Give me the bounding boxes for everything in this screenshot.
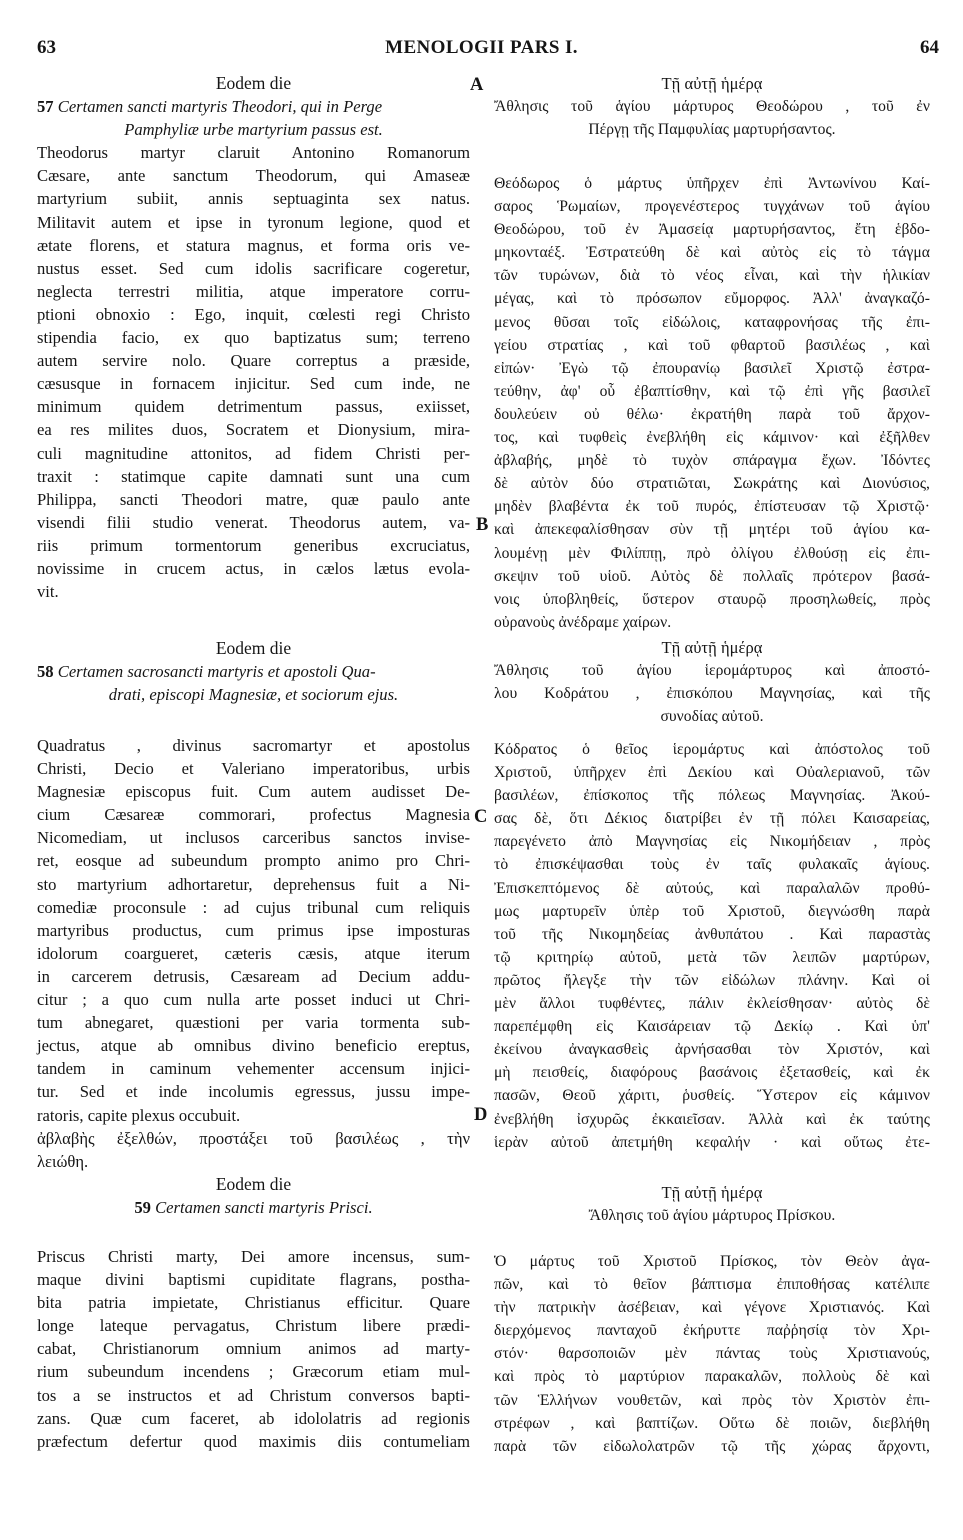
stray-greek-text [37, 1127, 470, 1173]
section-mark-a: A [470, 75, 484, 95]
right-page-number: 64 [920, 37, 939, 58]
text-line: λειώθη. [37, 1152, 89, 1172]
latin-entry-title: Pamphyliæ urbe martyrium passus est. [124, 120, 383, 140]
text-line: μὲν ἄλλοι τυφθέντες, πάλιν ἐκλείσθησαν· αὐτὸς δὲ [494, 995, 930, 1013]
text-line: διερχόμενος πανταχοῦ ἐκήρυττε παῤῥησίᾳ τὸν Χρι- [494, 1322, 930, 1340]
section-mark-c: C [474, 807, 488, 827]
text-line: cabat, Christianorum omnium animos ad marty- [37, 1339, 470, 1359]
text-line: σας δὲ, ὅτι Δέκιος διατρίβει ἐν τῇ πόλει Καισαρείας, [494, 810, 930, 828]
text-line: σκεψιν τοῦ υἱοῦ. Αὐτὸς δὲ πολλαῖς πρότερον βασά- [494, 567, 930, 585]
text-line: καὶ ἀπεκεφαλίσθησαν σὺν τῇ μητέρι τοῦ ἁγίου κα- [494, 521, 930, 539]
latin-entry-58 [37, 637, 470, 706]
latin-entry-title: 59 Certamen sancti martyris Prisci. [134, 1198, 373, 1218]
latin-entry-body [37, 1245, 470, 1453]
text-line: martyribus productus, cum primus ipse imposturas [37, 920, 470, 940]
text-line: βασιλέων, ἐπίσκοπος τῆς πόλεως Μαγνησίας. Ἀκού- [494, 787, 930, 805]
text-line: παρεπέμφθη εἰς Καισάρειαν τῷ Δεκίῳ . Καὶ ὑπ' [494, 1018, 930, 1036]
text-line: traxit : statimque capite damnati sunt una cum [37, 466, 470, 486]
text-line: neglecta terrestri militia, atque imperatore corru- [37, 281, 470, 301]
greek-entry-title: Ἄθλησις τοῦ ἁγίου μάρτυρος Θεοδώρου , τοῦ ἐν [494, 98, 930, 116]
text-line: tur. Sed et inde incolumis egressus, jussu impe- [37, 1082, 470, 1102]
section-mark-d: D [474, 1105, 488, 1125]
text-line: Cæsare, ante sanctum Theodorum, qui Amaseæ [37, 166, 470, 186]
text-line: τῶν Ἑλλήνων νουθετῶν, καὶ πρὸς τὸν Χριστὸν ἐπι- [494, 1391, 930, 1409]
latin-entry-body [37, 141, 470, 603]
text-line: ἀβλαβὴς ἐξελθών, προστάξει τοῦ βασιλέως , τὴν [37, 1129, 470, 1148]
text-line: Philippa, sancti Theodori matre, quæ paulo ante [37, 489, 470, 509]
text-line: στόν· θαρσοποιῶν μὲν πάντας τοὺς Χριστιανούς, [494, 1345, 930, 1363]
text-line: idolorum coargueret, cæteris cæsis, atque iterum [37, 943, 470, 963]
text-line: ἐκείνου ἀναγκασθεὶς ἀρνήσασθαι τὸν Χριστόν, καὶ [494, 1041, 930, 1059]
text-line: ea res milites duos, Socratem et Dionysium, mira- [37, 420, 470, 440]
text-line: τὴν πατρικὴν ἀσέβειαν, καὶ γέγονε Χριστιανός. Καὶ [494, 1299, 930, 1317]
text-line: visendi filii studio venerat. Theodorus autem, va- [37, 512, 470, 532]
text-line: minimum quidem detrimentum passus, exiisset, [37, 397, 470, 417]
text-line: μηδὲν βλαβέντα ἐκ τοῦ πυρός, ἐπίστευσαν τῷ Χριστῷ· [494, 498, 930, 516]
text-line: καὶ πρὸς τὸ μαρτύριον παρακαλῶν, πολλοὺς δὲ καὶ [494, 1368, 930, 1386]
text-line: martyrium subiit, annis septuaginta sex natus. [37, 189, 470, 209]
greek-entry-57 [494, 72, 930, 141]
text-line: ἐνεβλήθη ἰσχυρῶς ἐκκαιεῖσαν. Ἀλλὰ καὶ ἐκ ταύτης [494, 1110, 930, 1128]
text-line: longe lateque pervagatus, Christum libere prædi- [37, 1316, 470, 1336]
greek-entry-title: Ἄθλησις τοῦ ἁγίου ἱερομάρτυρος καὶ ἀποστό- [494, 662, 930, 680]
text-line: tandem in caminum vehementer accensum injici- [37, 1059, 470, 1079]
text-line: μὴ πεισθείς, διαφόρους βασάνοις ἐξετασθείς, καὶ ἐκ [494, 1064, 930, 1082]
text-line: in carcerem detrusis, Cæsaream ad Decium addu- [37, 966, 470, 986]
text-line: τὸ ἐπισκέψασθαι τοὺς ἐν ταῖς φυλακαῖς ἁγίους. [494, 856, 930, 874]
text-line: πασῶν, Θεοῦ χάριτι, ῥυσθείς. Ὕστερον εἰς κάμινον [494, 1087, 930, 1105]
text-line: nustus esset. Sed cum idolis sacrificare cogeretur, [37, 258, 470, 278]
text-line: Christi, Decio et Valeriano imperatoribus, urbis [37, 759, 470, 779]
latin-day-heading: Eodem die [215, 638, 292, 658]
text-line: Ἐπισκεπτόμενος δὲ αὐτούς, καὶ παραλαλῶν προθύ- [494, 879, 930, 897]
text-line: cium Cæsareæ commorari, profectus Magnesia [37, 805, 470, 825]
text-line: λουμένῃ μὲν Φιλίππῃ, πρὸ ὀλίγου ἐλθούσῃ εἰς ἐπι- [494, 544, 930, 562]
text-line: παρεγένετο ἀπὸ Μαγνησίας εἰς Νικομήδειαν , πρὸς [494, 833, 930, 851]
text-line: μέγας, καὶ τὸ πρόσωπον εὔμορφος. Ἀλλ' ἀναγκαζό- [494, 290, 930, 308]
text-line: τῷ κριτηρίῳ αὐτοῦ, μετὰ τῶν λειπῶν μαρτύρων, [494, 948, 930, 966]
greek-entry-body [494, 738, 930, 1154]
text-line: ratoris, capite plexus occubuit. [37, 1105, 241, 1125]
text-line: σαρος Ῥωμαίων, προγενέστερος τυγχάνων τοῦ ἁγίου [494, 198, 930, 216]
latin-entry-title: 58 Certamen sacrosancti martyris et apostoli Qua- [37, 662, 376, 682]
text-line: τοῦ τῆς Νικομηδείας ἀνθυπάτου . Καὶ παραστὰς [494, 925, 930, 943]
section-mark-b: B [476, 515, 489, 535]
greek-day-heading: Τῇ αὐτῇ ἡμέρᾳ [661, 1183, 763, 1202]
text-line: μηκονταέξ. Ἐστρατεύθη δὲ καὶ αὐτὸς εἰς τὸ τάγμα [494, 244, 930, 262]
text-line: maque divini baptismi cupiditate flagrans, postha- [37, 1270, 470, 1290]
text-line: ætate florens, et statura magnus, et forma oris ve- [37, 235, 470, 255]
latin-entry-title: 57 Certamen sancti martyris Theodori, qui in Perge [37, 97, 383, 117]
text-line: στρέφων , καὶ βαπτίζων. Οὕτω δὲ ποιῶν, διεβλήθη [494, 1414, 930, 1432]
text-line: sto martyrium adhortaretur, deprehensus fuit a Ni- [37, 874, 470, 894]
text-line: ptioni obnoxio : Ego, inquit, cœlesti regi Christo [37, 304, 470, 324]
text-line: Quadratus , divinus sacromartyr et apostolus [37, 736, 470, 755]
latin-entry-title: drati, episcopi Magnesiæ, et sociorum ejus. [108, 685, 399, 705]
text-line: ἀβλαβής, μηδὲ τὸ τυχὸν σπάραγμα ἔχων. Ἰδόντες [494, 452, 930, 470]
text-line: μως μαρτυρεῖν ὑπὲρ τοῦ Χριστοῦ, διεγνώσθη παρὰ [494, 902, 930, 920]
text-line: παρὰ τῶν εἰδωλολατρῶν τῷ τῆς χώρας ἄρχοντι, [494, 1437, 930, 1455]
text-line: Militavit autem et ipse in tyronum legione, quod et [37, 212, 470, 232]
text-line: stipendia facio, ex quo baptizatus sum; terreno [37, 328, 470, 348]
text-line: autem servire nolo. Quare correptus a præside, [37, 351, 470, 371]
text-line: Theodorus martyr claruit Antonino Romanorum [37, 143, 470, 163]
greek-entry-title: λου Κοδράτου , ἐπισκόπου Μαγνησίας, καὶ τῆς [494, 685, 930, 703]
greek-day-heading: Τῇ αὐτῇ ἡμέρᾳ [661, 638, 763, 657]
text-line: jectus, atque ab omnibus divino beneficio ereptus, [37, 1036, 470, 1056]
greek-entry-title: Ἄθλησις τοῦ ἁγίου μάρτυρος Πρίσκου. [588, 1207, 836, 1225]
text-line: τεύθην, ἀφ' οὗ ἐβαπτίσθην, καὶ τῷ ἐπὶ γῆς βασιλεῖ [494, 382, 930, 400]
text-line: comediæ proconsule : ad cujus tribunal cum reliquis [37, 897, 470, 917]
entry-number: 57 [37, 97, 54, 117]
text-line: cæsusque in fornacem injicitur. Sed cum inde, ne [37, 374, 470, 394]
greek-entry-59 [494, 1181, 930, 1227]
greek-entry-58 [494, 636, 930, 728]
text-line: Κόδρατος ὁ θεῖος ἱερομάρτυς καὶ ἀπόστολος τοῦ [494, 741, 930, 758]
text-line: præfectum defertur quod maximis diis contumeliam [37, 1431, 470, 1451]
greek-entry-title: συνοδίας αὐτοῦ. [660, 708, 764, 726]
greek-entry-body [494, 172, 930, 634]
text-line: μενος θῦσαι τοῖς εἰδώλοις, καταφρονήσας τῆς ἐπι- [494, 313, 930, 331]
text-line: τῶν τυρώνων, διὰ τὸ νέος εἶναι, καὶ τὴν ἡλικίαν [494, 267, 930, 285]
latin-entry-body [37, 734, 470, 1127]
greek-entry-body [494, 1250, 930, 1458]
text-line: δουλεύειν οὐ θέλω· ἐκρατήθη παρὰ τοῦ ἄρχον- [494, 405, 930, 423]
text-line: Θεοδώρου, τοῦ ἐν Ἀμασείᾳ μαρτυρήσαντος, ἔτη ἑβδο- [494, 221, 930, 239]
latin-entry-59 [37, 1173, 470, 1219]
text-line: οὐρανοὺς ἀνέδραμε χαίρων. [494, 613, 672, 631]
text-line: νοις ὑποβληθείς, ὕστερον σταυρῷ προσηλωθείς, πρὸς [494, 590, 930, 608]
text-line: Priscus Christi marty, Dei amore incensus, sum- [37, 1247, 470, 1266]
greek-entry-title: Πέργῃ τῆς Παμφυλίας μαρτυρήσαντος. [588, 121, 836, 139]
text-line: citur ; a quo cum nulla arte posset induci ut Chri- [37, 990, 470, 1010]
text-line: πρῶτος ἤλεγξε τὴν τῶν εἰδώλων πλάνην. Καὶ οἱ [494, 971, 930, 989]
text-line: ἱερὰν αὐτοῦ ἀπετμήθη κεφαλήν · καὶ οὕτως ἐτε- [494, 1133, 930, 1151]
text-line: tum abnegaret, quæstioni per varia tormenta sub- [37, 1013, 470, 1033]
latin-day-heading: Eodem die [215, 73, 292, 93]
latin-entry-57 [37, 72, 470, 603]
text-line: δὲ αὐτὸν δύο στρατιῶται, Σωκράτης καὶ Διονύσιος, [494, 475, 930, 493]
text-line: ret, eosque ad subeundum prompto animo pro Chri- [37, 851, 470, 871]
text-line: tos a se instructos et ad Christum conversos bapti- [37, 1385, 470, 1405]
entry-number: 58 [37, 662, 54, 682]
text-line: vit. [37, 582, 59, 602]
text-line: Θεόδωρος ὁ μάρτυς ὑπῆρχεν ἐπὶ Ἀντωνίνου Καί- [494, 175, 930, 192]
text-line: Nicomediam, ut inclusos carceribus sanctos invise- [37, 828, 470, 848]
text-line: Ὁ μάρτυς τοῦ Χριστοῦ Πρίσκος, τὸν Θεὸν ἀγα- [494, 1253, 930, 1270]
running-title: MENOLOGII PARS I. [385, 37, 578, 58]
text-line: Χριστοῦ, ὑπῆρχεν ἐπὶ Δεκίου καὶ Οὐαλεριανοῦ, τῶν [494, 764, 930, 782]
text-line: εἰπών· Ἐγὼ τῷ ἐπουρανίῳ βασιλεῖ Χριστῷ ἐστρα- [494, 359, 930, 377]
text-line: Magnesiæ episcopus fuit. Cum autem audisset De- [37, 782, 470, 802]
text-line: rium subeundum incendens ; Græcorum etiam mul- [37, 1362, 470, 1382]
text-line: culi magnitudine attonitos, ad fidem Christi per- [37, 443, 470, 463]
text-line: πῶν, καὶ τὸ θεῖον βάπτισμα ἐπιποθήσας κατέλιπε [494, 1276, 930, 1294]
text-line: novissime in crucem actus, in cælos lætus evola- [37, 558, 470, 578]
greek-day-heading: Τῇ αὐτῇ ἡμέρᾳ [661, 74, 763, 93]
text-line: zans. Quæ cum faceret, ab idololatris ad regionis [37, 1408, 470, 1428]
text-line: τος, καὶ τυφθεὶς ἐνεβλήθη εἰς κάμινον· καὶ ἐξῆλθεν [494, 429, 930, 447]
text-line: riis primum tormentorum generibus excruciatus, [37, 535, 470, 555]
latin-day-heading: Eodem die [215, 1174, 292, 1194]
text-line: γείου στρατίας , καὶ τοῦ φθαρτοῦ βασιλέως , καὶ [494, 336, 930, 354]
left-page-number: 63 [37, 37, 56, 58]
text-line: bita patria impietate, Christianus efficitur. Quare [37, 1293, 470, 1313]
entry-number: 59 [134, 1198, 151, 1218]
